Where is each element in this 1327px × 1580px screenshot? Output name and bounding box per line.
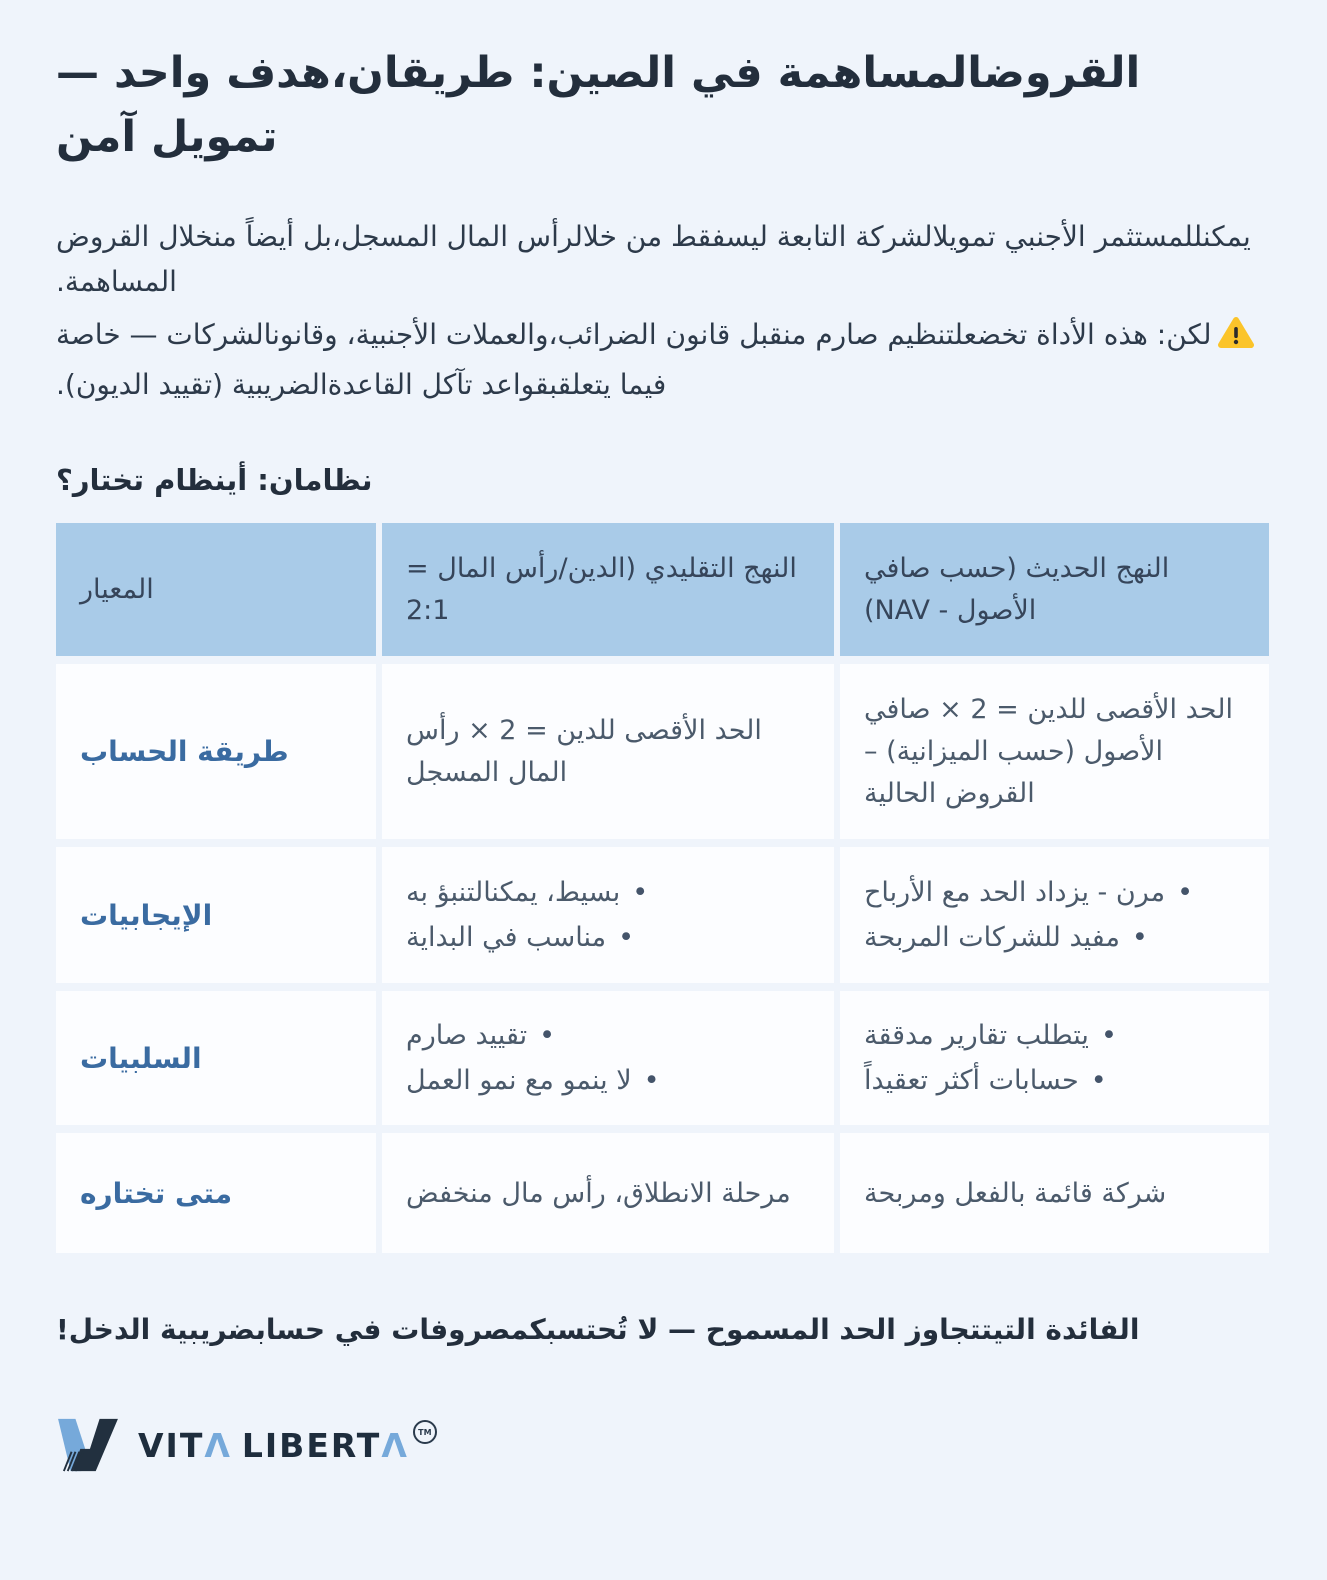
header-criterion-label: المعيار: [80, 574, 154, 606]
brand-name: [138, 1426, 409, 1465]
cell-traditional-when: [382, 1133, 834, 1253]
row-label-text: السلبيات: [80, 1041, 202, 1075]
bullet-item: • تقييد صارم: [406, 1015, 810, 1057]
bullet-item: • يتطلب تقارير مدققة: [864, 1015, 1245, 1057]
row-label-text: طريقة الحساب: [80, 735, 289, 769]
section-title: نظامان: أينظام تختار؟: [56, 463, 373, 498]
row-label-cons: [56, 991, 376, 1125]
cell-modern-when: [840, 1133, 1269, 1253]
table-header-traditional: [382, 523, 834, 656]
warning-paragraph: [56, 313, 1271, 408]
warning-text: لكن: هذه الأداة تخضعلتنظيم صارم منقبل قانون الضرائب،والعملات الأجنبية، وقانونالشركات — خاصة فيما يتعلقبقواعد تآكل القاعدةالضريبية (تقييد الديون).: [56, 317, 1212, 401]
brand-word1-accent: Λ: [204, 1425, 232, 1465]
cell-traditional-pros: [382, 847, 834, 983]
brand-logo: [56, 1417, 1271, 1473]
row-label-calculation-method: [56, 664, 376, 839]
cell-text: الحد الأقصى للدين = 2 × رأس المال المسجل: [406, 715, 762, 788]
cell-modern-calculation: [840, 664, 1269, 839]
header-modern-label: النهج الحديث (حسب صافي الأصول - NAV): [864, 553, 1170, 626]
brand-word2-stem: LIBERT: [241, 1425, 382, 1465]
vita-liberta-mark-icon: [56, 1417, 120, 1473]
row-label-text: الإيجابيات: [80, 898, 213, 932]
comparison-table: [56, 523, 1269, 1253]
brand-word1-stem: VIT: [138, 1425, 205, 1465]
cell-traditional-calculation: [382, 664, 834, 839]
bullet-item: • مناسب في البداية: [406, 917, 810, 959]
cell-text: مرحلة الانطلاق، رأس مال منخفض: [406, 1177, 791, 1209]
row-label-pros: [56, 847, 376, 983]
bullet-item: • لا ينمو مع نمو العمل: [406, 1060, 810, 1102]
cell-modern-cons: [840, 991, 1269, 1125]
table-header-criterion: [56, 523, 376, 656]
bullet-item: • مرن - يزداد الحد مع الأرباح: [864, 872, 1245, 914]
brand-word2-accent: Λ: [381, 1425, 409, 1465]
row-label-text: متى تختاره: [80, 1176, 233, 1210]
cell-traditional-cons: [382, 991, 834, 1125]
warning-triangle-icon: [1218, 316, 1254, 363]
row-label-when-to-choose: [56, 1133, 376, 1253]
bullet-item: • مفيد للشركات المربحة: [864, 917, 1245, 959]
cell-text: شركة قائمة بالفعل ومربحة: [864, 1177, 1167, 1209]
bullet-item: • بسيط، يمكنالتنبؤ به: [406, 872, 810, 914]
cell-text: الحد الأقصى للدين = 2 × صافي الأصول (حسب الميزانية) – القروض الحالية: [864, 694, 1233, 809]
intro-paragraph: يمكنللمستثمر الأجنبي تمويلالشركة التابعة ليسفقط من خلالرأس المال المسجل،بل أيضاً منخلال القروض المساهمة.: [56, 220, 1251, 299]
intro-block: [56, 215, 1271, 407]
bullet-item: • حسابات أكثر تعقيداً: [864, 1060, 1245, 1102]
table-header-modern: [840, 523, 1269, 656]
cell-modern-pros: [840, 847, 1269, 983]
footer-note: الفائدة التيتتجاوز الحد المسموح — لا تُحتسبكمصروفات في حسابضريبية الدخل!: [56, 1313, 1140, 1347]
header-traditional-label: النهج التقليدي (الدين/رأس المال = 2:1: [406, 553, 797, 626]
page-title: القروضالمساهمة في الصين: طريقان،هدف واحد — تمويل آمن: [56, 48, 1141, 162]
trademark-badge: TM: [413, 1420, 437, 1444]
